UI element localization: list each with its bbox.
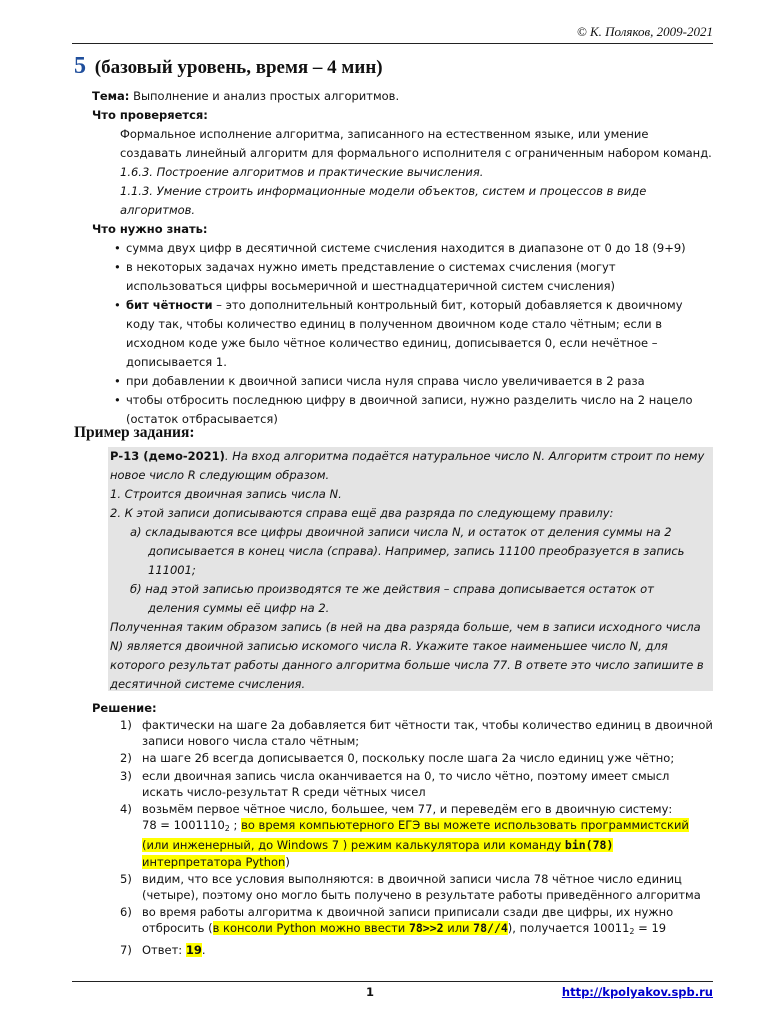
- page-header: [72, 24, 713, 44]
- hint-text: интерпретатора Python: [142, 854, 286, 869]
- topic-label: Тема:: [92, 89, 130, 103]
- example-step-2b: б) над этой записью производятся те же действия – справа дописывается остаток от: [130, 582, 654, 596]
- checks-label: Что проверяется:: [92, 108, 208, 122]
- example-id: Р-13 (демо-2021): [110, 449, 225, 463]
- example-intro: . На вход алгоритма подаётся натуральное число N. Алгоритм строит по нему новое число R следующим образом.: [110, 449, 705, 482]
- solution-step: [108, 768, 713, 800]
- separator: ;: [229, 818, 242, 833]
- list-item: • при добавлении к двоичной записи числа нуля справа число увеличивается в 2 раза: [92, 372, 712, 391]
- example-step-2a: а) складываются все цифры двоичной записи числа N, и остаток от деления суммы на 2: [130, 525, 672, 539]
- solution-step: [108, 871, 713, 903]
- closing-paren: ): [285, 854, 290, 869]
- codifier-1: 1.6.3. Построение алгоритмов и практические вычисления.: [120, 165, 484, 179]
- python-hint: [213, 921, 508, 935]
- hint-text: в консоли Python можно ввести: [212, 921, 409, 936]
- solution-label: Решение:: [92, 701, 157, 715]
- step-text: фактически на шаге 2а добавляется бит чётности так, чтобы количество единиц в двоичной записи нового числа стало чётным;: [142, 718, 713, 749]
- solution-step: [108, 904, 713, 940]
- list-item: • в некоторых задачах нужно иметь представление о системах счисления (могут использоваться цифры восьмеричной и шестнадцатеричной систем счисления): [92, 258, 712, 296]
- codifier-2: 1.1.3. Умение строить информационные модели объектов, систем и процессов в виде алгоритмов.: [120, 184, 647, 217]
- hint-text: или: [443, 921, 474, 936]
- example-step-2: 2. К этой записи дописываются справа ещё два разряда по следующему правилу:: [110, 506, 614, 520]
- step-number: 2): [120, 751, 132, 766]
- list-item: [92, 296, 712, 372]
- solution-step: [108, 942, 713, 958]
- parity-definition: – это дополнительный контрольный бит, который добавляется к двоичному коду так, чтобы количество единиц в полученном двоичном коде стало чётным; если в исходном коде уже было чётное количество единиц, дописывается 0, если нечётное – дописывается 1.: [126, 298, 683, 369]
- knowledge-list: [92, 239, 712, 429]
- step-text: = 19: [634, 921, 667, 936]
- base-subscript: 2: [629, 927, 635, 937]
- task-meta: [92, 87, 712, 429]
- example-step-1: 1. Строится двоичная запись числа N.: [110, 487, 342, 501]
- answer-value: 19: [185, 942, 202, 957]
- page-number: 1: [366, 985, 375, 999]
- solution-step: [108, 801, 713, 870]
- solution-steps: [108, 717, 713, 959]
- example-step-2a-cont: дописывается в конец числа (справа). Например, запись 11100 преобразуется в запись 111001;: [148, 544, 685, 577]
- step-number: 5): [120, 871, 132, 886]
- step-number: 6): [120, 905, 132, 920]
- step-text: на шаге 2б всегда дописывается 0, поскольку после шага 2а число единиц уже чётно;: [142, 751, 675, 766]
- example-title: Пример задания:: [74, 424, 195, 441]
- parity-term: бит чётности: [126, 298, 213, 312]
- example-outro: Полученная таким образом запись (в ней на два разряда больше, чем в записи исходного числа N) является двоичной записью искомого числа R. Укажите такое наименьшее число N, для которого результат работы данного алгоритма больше числа 77. В ответе это число запишите в десятичной системе счисления.: [110, 620, 704, 691]
- checks-text: Формальное исполнение алгоритма, записанного на естественном языке, или умение создавать линейный алгоритм для формального исполнителя с ограниченным набором команд.: [120, 127, 712, 160]
- step-text: возьмём первое чётное число, большее, чем 77, и переведём его в двоичную систему:: [142, 802, 673, 817]
- step-number: 4): [120, 802, 132, 817]
- copyright: © К. Поляков, 2009-2021: [576, 24, 713, 39]
- code-snippet: 78>>2: [408, 921, 444, 936]
- binary-equation: 78 = 1001110: [142, 818, 225, 833]
- task-title: [74, 53, 383, 80]
- step-text: если двоичная запись числа оканчивается на 0, то число чётно, поэтому имеет смысл искать число-результат R среди чётных чисел: [142, 768, 670, 799]
- example-step-2b-cont: деления суммы её цифр на 2.: [148, 601, 330, 615]
- answer-label: Ответ:: [142, 942, 186, 957]
- task-heading: (базовый уровень, время – 4 мин): [94, 57, 383, 78]
- list-item: • чтобы отбросить последнюю цифру в двоичной записи, нужно разделить число на 2 нацело (остаток отбрасывается): [92, 391, 712, 429]
- answer-dot: .: [201, 942, 206, 957]
- solution-step: [108, 750, 713, 766]
- step-number: 7): [120, 942, 132, 957]
- step-number: 3): [120, 768, 132, 783]
- solution-step: [108, 717, 713, 749]
- step-number: 1): [120, 718, 132, 732]
- site-link[interactable]: http://kpolyakov.spb.ru: [561, 985, 713, 999]
- step-text: видим, что все условия выполняются: в двоичной записи числа 78 чётное число единиц (четыре), поэтому оно могло быть получено в результате работы приведённого алгоритма: [142, 871, 701, 903]
- list-item: • сумма двух цифр в десятичной системе счисления находится в диапазоне от 0 до 18 (9+9): [92, 239, 712, 258]
- code-snippet: 78//4: [473, 921, 508, 936]
- code-snippet: bin(78): [564, 838, 614, 853]
- footer-divider: [72, 981, 713, 982]
- example-box: [108, 447, 713, 691]
- base-subscript: 2: [224, 824, 230, 834]
- step-text: ), получается 10011: [507, 921, 630, 936]
- task-number: 5: [74, 53, 86, 79]
- step-text: во время работы алгоритма к двоичной записи приписали сзади две цифры, их нужно отбросить (: [142, 905, 674, 936]
- know-label: Что нужно знать:: [92, 222, 208, 236]
- topic-text: Выполнение и анализ простых алгоритмов.: [133, 89, 400, 103]
- hint-text: во время компьютерного ЕГЭ вы можете использовать программистский (или инженерный, до Windows 7 ) режим калькулятора или команду: [142, 818, 689, 853]
